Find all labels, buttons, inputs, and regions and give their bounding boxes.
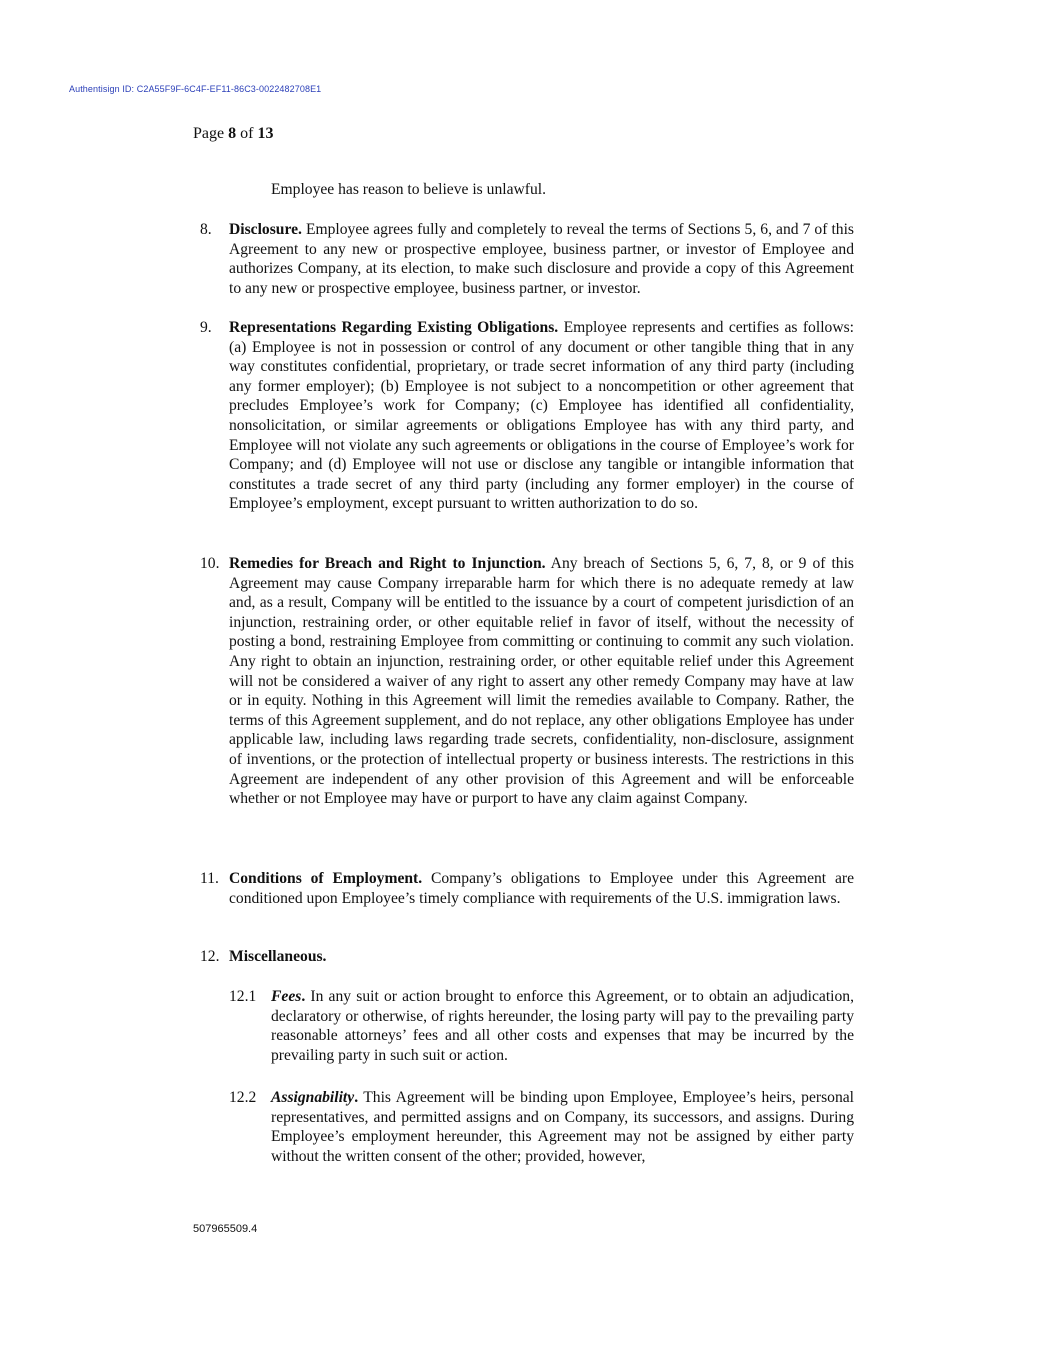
section-12-2 bbox=[229, 1088, 854, 1166]
subsection-paragraph bbox=[271, 987, 854, 1065]
section-paragraph bbox=[229, 220, 854, 298]
section-12-1 bbox=[229, 987, 854, 1065]
subsection-text: This Agreement will be binding upon Employee, Employee’s heirs, personal representatives, and permitted assigns and on Company, its successors, and assigns. During Employee’s employment hereunder, this Agreement may not be assigned by either party without the written consent of the other; provided, however, bbox=[271, 1089, 854, 1165]
page-header bbox=[193, 124, 273, 144]
section-heading: Representations Regarding Existing Obligations. bbox=[229, 319, 559, 336]
document-number: 507965509.4 bbox=[193, 1223, 258, 1235]
subsection-heading: Assignability bbox=[271, 1089, 355, 1106]
section-number: 8. bbox=[200, 221, 212, 238]
continuation-text: Employee has reason to believe is unlawful. bbox=[271, 181, 546, 198]
subsection-number: 12.1 bbox=[229, 988, 257, 1005]
section-heading: Miscellaneous. bbox=[229, 948, 327, 965]
section-heading: Conditions of Employment. bbox=[229, 870, 423, 887]
section-text: Company’s obligations to Employee under this Agreement are conditioned upon Employee’s timely compliance with requirements of the U.S. immigration laws. bbox=[229, 870, 854, 907]
section-10 bbox=[200, 554, 854, 809]
subsection-heading: Fees bbox=[271, 988, 302, 1005]
section-8 bbox=[200, 220, 854, 298]
current-page-number: 8 bbox=[228, 125, 237, 142]
section-9 bbox=[200, 318, 854, 514]
page-of-label: of bbox=[240, 125, 254, 142]
subsection-paragraph bbox=[271, 1088, 854, 1166]
section-paragraph bbox=[229, 318, 854, 514]
page-label: Page bbox=[193, 125, 225, 142]
subsection-text: In any suit or action brought to enforce this Agreement, or to obtain an adjudication, declaratory or otherwise, of rights hereunder, the losing party will pay to the prevailing party reasonable attorneys’ fees and all other costs and expenses that may be incurred by the prevailing party in such suit or action. bbox=[271, 988, 854, 1064]
subsection-heading-period: . bbox=[354, 1089, 359, 1106]
section-number: 12. bbox=[200, 948, 220, 965]
section-text: Any breach of Sections 5, 6, 7, 8, or 9 of this Agreement may cause Company irreparable harm for which there is no adequate remedy at law and, as a result, Company will be entitled to the issuance by a court of competent jurisdiction of an injunction, restraining order, or other equitable relief in favor of itself, without the necessity of posting a bond, restraining Employee from committing or continuing to commit any such violation. Any right to obtain an injunction, restraining order, or other equitable relief under this Agreement will not be considered a waiver of any right to assert any other remedy Company may have at law or in equity. Nothing in this Agreement will limit the remedies available to Company. Rather, the terms of this Agreement supplement, and do not replace, any other obligations Employee has under applicable law, including laws regarding trade secrets, confidentiality, non-disclosure, assignment of inventions, or the protection of intellectual property or business interests. The restrictions in this Agreement are independent of any other provision of this Agreement and will be enforceable whether or not Employee may have or purport to have any claim against Company. bbox=[229, 555, 854, 808]
section-11 bbox=[200, 869, 854, 908]
section-paragraph bbox=[229, 947, 854, 967]
section-12 bbox=[200, 947, 854, 967]
section-number: 11. bbox=[200, 870, 219, 887]
total-page-count: 13 bbox=[257, 125, 274, 142]
authentisign-id: Authentisign ID: C2A55F9F-6C4F-EF11-86C3-0022482708E1 bbox=[69, 84, 322, 94]
subsection-number: 12.2 bbox=[229, 1089, 257, 1106]
subsection-heading-period: . bbox=[301, 988, 306, 1005]
section-heading: Remedies for Breach and Right to Injunction. bbox=[229, 555, 546, 572]
section-text: Employee represents and certifies as follows: (a) Employee is not in possession or control of any document or other tangible thing that in any way constitutes confidential, proprietary, or trade secret information of any third party (including any former employer); (b) Employee is not subject to a noncompetition or other agreement that precludes Employee’s work for Company; (c) Employee has identified all confidentiality, nonsolicitation, or similar agreements or obligations Employee has with any third party, and Employee will not violate any such agreements or obligations in the course of Employee’s work for Company; and (d) Employee will not use or disclose any tangible or intangible information that constitutes a trade secret of any third party (including any former employer) in the course of Employee’s employment, except pursuant to written authorization to do so. bbox=[229, 319, 854, 513]
section-paragraph bbox=[229, 554, 854, 809]
section-heading: Disclosure. bbox=[229, 221, 302, 238]
section-text: Employee agrees fully and completely to reveal the terms of Sections 5, 6, and 7 of this Agreement to any new or prospective employee, business partner, or investor of Employee and authorizes Company, at its election, to make such disclosure and provide a copy of this Agreement to any new or prospective employee, business partner, or investor. bbox=[229, 221, 854, 297]
section-paragraph bbox=[229, 869, 854, 908]
section-number: 9. bbox=[200, 319, 212, 336]
section-number: 10. bbox=[200, 555, 220, 572]
